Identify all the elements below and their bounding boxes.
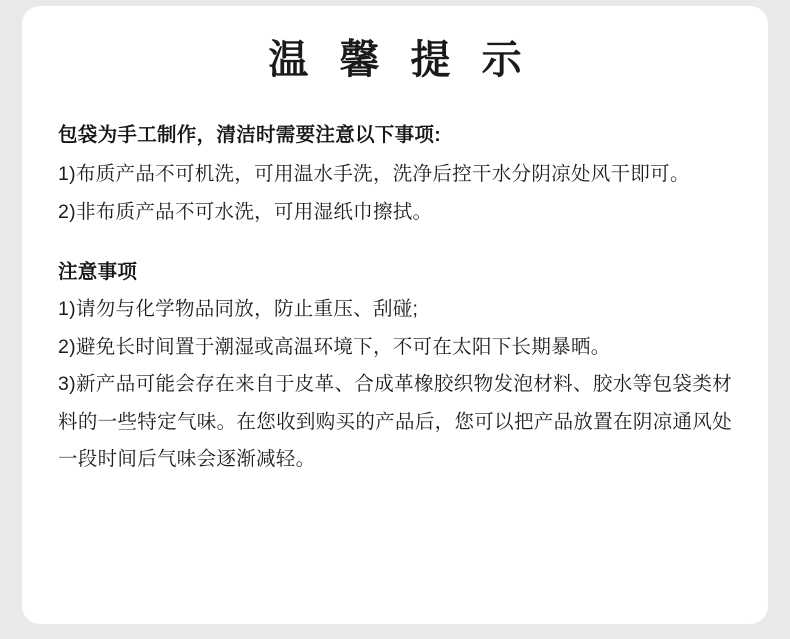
section-heading-care: 包袋为手工制作，清洁时需要注意以下事项: <box>58 124 441 146</box>
care-item-2: 2)非布质产品不可水洗，可用湿纸巾擦拭。 <box>58 200 433 223</box>
precaution-item-2: 2)避免长时间置于潮湿或高温环境下，不可在太阳下长期暴晒。 <box>58 335 611 358</box>
section-care-instructions <box>58 120 732 231</box>
care-item-1: 1)布质产品不可机洗，可用温水手洗，洗净后控干水分阴凉处风干即可。 <box>58 163 690 186</box>
notice-body <box>22 120 768 479</box>
section-precautions <box>58 257 732 478</box>
section-heading-precautions: 注意事项 <box>58 261 138 284</box>
notice-card <box>22 6 768 624</box>
precaution-item-3: 3)新产品可能会存在来自于皮革、合成革橡胶织物发泡材料、胶水等包袋类材料的一些特定气味。在您收到购买的产品后，您可以把产品放置在阴凉通风处一段时间后气味会逐渐减轻。 <box>58 373 732 471</box>
precaution-item-1: 1)请勿与化学物品同放，防止重压、刮碰; <box>58 298 419 321</box>
section-divider-space <box>58 231 732 257</box>
page-title: 温 馨 提 示 <box>268 38 532 82</box>
